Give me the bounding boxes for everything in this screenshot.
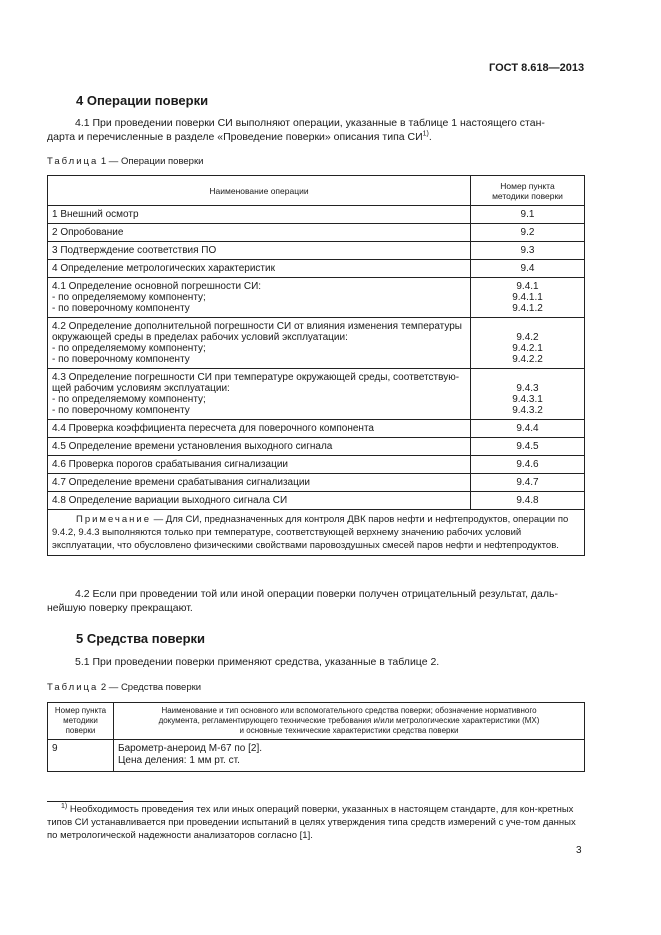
footnote bbox=[47, 803, 585, 842]
table1-caption-rest: 1 — Операции поверки bbox=[98, 156, 204, 167]
operation-line: 4.1 Определение основной погрешности СИ: bbox=[52, 281, 262, 292]
note-word: Примечание bbox=[76, 514, 151, 525]
operation-num: 9.4.4 bbox=[471, 420, 585, 438]
operation-line: окружающей среды в пределах рабочих условий эксплуатации: bbox=[52, 332, 348, 343]
table-row bbox=[48, 260, 585, 278]
means-description bbox=[114, 740, 585, 772]
operation-num-line: 9.4.3 bbox=[516, 383, 539, 394]
footnote-mark: 1) bbox=[61, 802, 68, 810]
table-row bbox=[48, 474, 585, 492]
table2-caption bbox=[47, 682, 201, 693]
operation-line: - по определяемому компоненту; bbox=[52, 292, 206, 303]
table-verification-means bbox=[47, 702, 585, 772]
table2-header-row bbox=[48, 703, 585, 740]
para-4-1-line2-text: дарта и перечисленные в разделе «Проведение поверки» описания типа СИ bbox=[47, 131, 423, 143]
table1-col-name-header: Наименование операции bbox=[48, 176, 471, 206]
operation-num: 9.4 bbox=[471, 260, 585, 278]
operation-line: 4.3 Определение погрешности СИ при температуре окружающей среды, соответствую- bbox=[52, 372, 460, 383]
para-4-1 bbox=[47, 116, 587, 144]
table2-caption-word: Таблица bbox=[47, 682, 99, 693]
table1-col-num-header-line1: Номер пункта bbox=[500, 180, 555, 191]
standard-code: ГОСТ 8.618—2013 bbox=[489, 62, 585, 74]
operation-name bbox=[48, 318, 471, 369]
operation-num bbox=[471, 278, 585, 318]
table1-col-num-header bbox=[471, 176, 585, 206]
operation-num bbox=[471, 318, 585, 369]
means-line: Цена деления: 1 мм рт. ст. bbox=[118, 755, 240, 766]
para-5-1: 5.1 При проведении поверки применяют средства, указанные в таблице 2. bbox=[75, 656, 440, 668]
para-4-2-line1: 4.2 Если при проведении той или иной операции поверки получен отрицательный результат, даль- bbox=[75, 588, 558, 600]
table-row bbox=[48, 420, 585, 438]
operation-line: - по поверочному компоненту bbox=[52, 354, 190, 365]
footnote-divider bbox=[47, 801, 183, 802]
means-num: 9 bbox=[48, 740, 114, 772]
section-4-title: 4 Операции поверки bbox=[76, 93, 209, 108]
table2-col-num-header-line: методики bbox=[63, 716, 98, 725]
means-line: Барометр-анероид М-67 по [2]. bbox=[118, 743, 263, 754]
para-4-2 bbox=[47, 587, 587, 615]
operation-name bbox=[48, 278, 471, 318]
table2-col-name-header-line: документа, регламентирующего технические требования и/или метрологические характеристики (МХ) bbox=[158, 716, 540, 725]
para-4-1-line1: 4.1 При проведении поверки СИ выполняют операции, указанные в таблице 1 настоящего стан- bbox=[75, 117, 545, 129]
operation-name: 4.6 Проверка порогов срабатывания сигнализации bbox=[48, 456, 471, 474]
table-row bbox=[48, 278, 585, 318]
table-row bbox=[48, 318, 585, 369]
operation-line: 4.2 Определение дополнительной погрешности СИ от влияния изменения температуры bbox=[52, 321, 462, 332]
table-row bbox=[48, 206, 585, 224]
operation-num: 9.4.5 bbox=[471, 438, 585, 456]
operation-line: - по поверочному компоненту bbox=[52, 405, 190, 416]
operation-num-line: 9.4.2.1 bbox=[512, 343, 543, 354]
operation-num-line: 9.4.1.2 bbox=[512, 303, 543, 314]
footnote-text: Необходимость проведения тех или иных операций поверки, указанных в настоящем стандарте, для кон-кретных типов СИ устанавливается при проведении испытаний в целях утверждения типа средств измерений с уче-том данных по метрологической надежности анализаторов согласно [1]. bbox=[47, 804, 576, 841]
operation-line: - по определяемому компоненту; bbox=[52, 394, 206, 405]
table2-col-num-header-line: Номер пункта bbox=[54, 706, 107, 715]
para-4-2-line2: нейшую поверку прекращают. bbox=[47, 602, 193, 614]
operation-num bbox=[471, 369, 585, 420]
operation-num-line: 9.4.1.1 bbox=[512, 292, 543, 303]
operation-name: 4.8 Определение вариации выходного сигнала СИ bbox=[48, 492, 471, 510]
table1-note-row bbox=[48, 510, 585, 556]
table-row bbox=[48, 492, 585, 510]
operation-name: 4.7 Определение времени срабатывания сигнализации bbox=[48, 474, 471, 492]
table1-caption bbox=[47, 156, 203, 167]
operation-name: 2 Опробование bbox=[48, 224, 471, 242]
operation-name: 1 Внешний осмотр bbox=[48, 206, 471, 224]
table1-col-num-header-line2: методики поверки bbox=[492, 190, 563, 201]
table-row bbox=[48, 456, 585, 474]
table1-caption-word: Таблица bbox=[47, 156, 99, 167]
operation-num: 9.4.8 bbox=[471, 492, 585, 510]
note-text: — Для СИ, предназначенных для контроля ДВК паров нефти и нефтепродуктов, операции по 9.4.2, 9.4.3 выполняются только при температуре, соответствующей верхнему значению рабочих условий эксплуатации, что обусловлено физическими свойствами паровоздушных смесей паров нефти и нефтепродуктов. bbox=[52, 514, 569, 551]
operation-num-line: 9.4.3.1 bbox=[512, 394, 543, 405]
operation-name: 4.4 Проверка коэффициента пересчета для поверочного компонента bbox=[48, 420, 471, 438]
operation-name: 4.5 Определение времени установления выходного сигнала bbox=[48, 438, 471, 456]
operation-num-line: 9.4.2.2 bbox=[512, 354, 543, 365]
table2-col-name-header-line: и основные технические характеристики средства поверки bbox=[239, 726, 459, 735]
operation-num: 9.4.7 bbox=[471, 474, 585, 492]
table2-col-num-header bbox=[48, 703, 114, 740]
operation-num: 9.1 bbox=[471, 206, 585, 224]
table2-col-name-header-line: Наименование и тип основного или вспомогательного средства поверки; обозначение нормативного bbox=[161, 706, 537, 715]
operation-num: 9.4.6 bbox=[471, 456, 585, 474]
operation-num-line: 9.4.1 bbox=[516, 281, 539, 292]
table-row bbox=[48, 740, 585, 772]
operation-line: - по определяемому компоненту; bbox=[52, 343, 206, 354]
operation-line: - по поверочному компоненту bbox=[52, 303, 190, 314]
table2-col-name-header bbox=[114, 703, 585, 740]
operation-num: 9.3 bbox=[471, 242, 585, 260]
table1-header-row bbox=[48, 176, 585, 206]
table1-note bbox=[48, 510, 585, 556]
operation-name: 4 Определение метрологических характеристик bbox=[48, 260, 471, 278]
para-4-1-end: . bbox=[428, 131, 432, 143]
table-row bbox=[48, 224, 585, 242]
footnote-ref[interactable]: 1) bbox=[422, 130, 429, 138]
table2-col-num-header-line: поверки bbox=[65, 726, 96, 735]
operation-name bbox=[48, 369, 471, 420]
table-row bbox=[48, 242, 585, 260]
operation-name: 3 Подтверждение соответствия ПО bbox=[48, 242, 471, 260]
operation-num: 9.2 bbox=[471, 224, 585, 242]
operation-line: щей рабочим условиям эксплуатации: bbox=[52, 383, 230, 394]
section-5-title: 5 Средства поверки bbox=[76, 631, 206, 646]
table-operations bbox=[47, 175, 585, 556]
table-row bbox=[48, 369, 585, 420]
operation-num-line: 9.4.2 bbox=[516, 332, 539, 343]
operation-num-line: 9.4.3.2 bbox=[512, 405, 543, 416]
page-number: 3 bbox=[576, 845, 582, 856]
table-row bbox=[48, 438, 585, 456]
table2-caption-rest: 2 — Средства поверки bbox=[98, 682, 202, 693]
para-4-1-line2 bbox=[47, 130, 587, 144]
